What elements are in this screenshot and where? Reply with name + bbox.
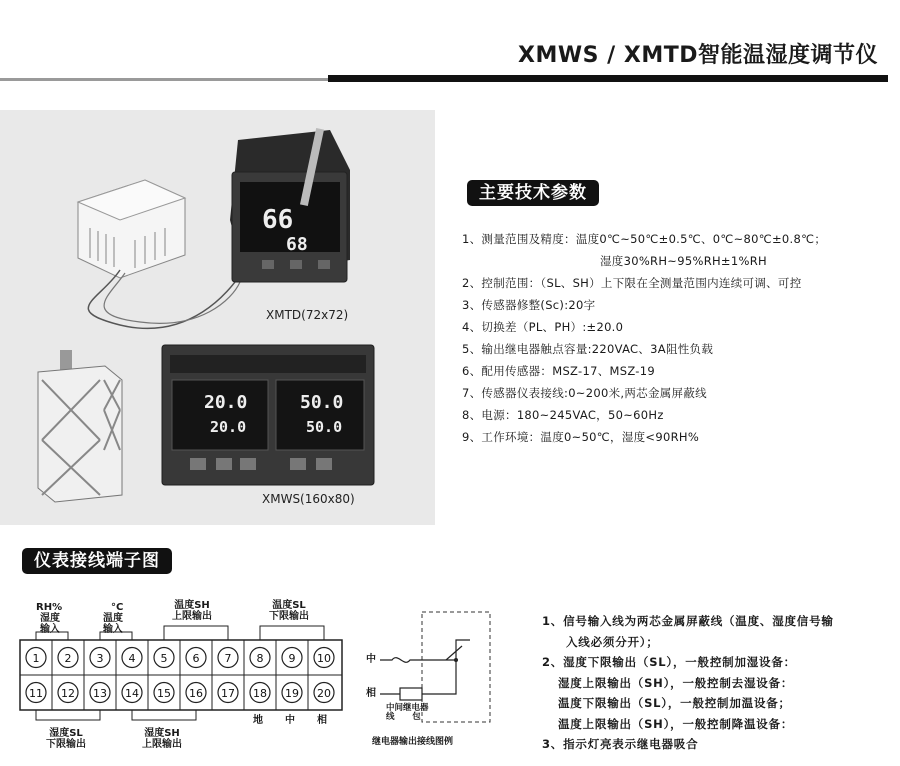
xmtd-display-top: 66 [262, 205, 294, 235]
xmtd-display-bottom: 68 [286, 234, 308, 255]
spec-line: 6、配用传感器：MSZ-17、MSZ-19 [462, 364, 655, 378]
xmws-display-right-bottom: 50.0 [306, 418, 343, 436]
spec-line: 7、传感器仪表接线:0~200米,两芯金属屏蔽线 [462, 386, 707, 400]
terminal-12: 12 [61, 687, 75, 700]
note-line: 湿度上限输出（SH），一般控制去湿设备： [558, 675, 794, 690]
terminal-18: 18 [253, 687, 267, 700]
specs-heading: 主要技术参数 [467, 180, 599, 206]
label-temp-sh: 温度SH 上限输出 [172, 600, 212, 622]
spec-line: 8、电源：180~245VAC，50~60Hz [462, 408, 664, 422]
terminal-20: 20 [317, 687, 331, 700]
spec-line: 9、工作环境：温度0~50℃，湿度<90RH% [462, 430, 700, 444]
terminal-13: 13 [93, 687, 107, 700]
terminal-diagram [0, 590, 360, 760]
terminal-5: 5 [160, 652, 168, 665]
label-hum-sh: 湿度SH 上限输出 [142, 728, 182, 750]
spec-line: 3、传感器修整(Sc):20字 [462, 298, 596, 312]
relay-pack-label: 中间继电器 线 包 [386, 703, 429, 722]
xmtd-meter [230, 128, 350, 282]
spec-line: 4、切换差（PL、PH）:±20.0 [462, 320, 624, 334]
xmws-meter [162, 345, 374, 485]
label-celsius: °C [111, 602, 124, 613]
wiring-heading: 仪表接线端子图 [22, 548, 172, 574]
relay-label-neutral: 中 [366, 654, 376, 665]
terminal-17: 17 [221, 687, 235, 700]
header-rule-thin [0, 78, 328, 81]
note-line: 温度上限输出（SH），一般控制降温设备： [558, 716, 794, 731]
spec-line: 2、控制范围：（SL、SH）上下限在全测量范围内连续可调、可控 [462, 276, 802, 290]
terminal-9: 9 [288, 652, 296, 665]
specs-list [462, 228, 892, 448]
label-humidity-input: 湿度 输入 [40, 613, 60, 635]
terminal-15: 15 [157, 687, 171, 700]
terminal-6: 6 [192, 652, 200, 665]
label-temp-sl: 温度SL 下限输出 [269, 600, 309, 622]
terminal-14: 14 [125, 687, 139, 700]
terminal-7: 7 [224, 652, 232, 665]
humidity-sensor-cage [38, 350, 122, 502]
xmtd-caption: XMTD(72x72) [266, 308, 349, 322]
relay-diagram [362, 600, 502, 760]
page-title: XMWS / XMTD智能温湿度调节仪 [518, 43, 878, 68]
label-neutral: 中 [285, 715, 295, 726]
terminal-3: 3 [96, 652, 104, 665]
label-ground: 地 [253, 715, 263, 726]
spec-line: 5、输出继电器触点容量:220VAC、3A阻性负载 [462, 342, 714, 356]
label-rh: RH% [36, 602, 63, 613]
spec-line: 湿度30%RH~95%RH±1%RH [600, 254, 767, 268]
xmws-display-left-top: 20.0 [204, 392, 248, 413]
product-photo-panel [0, 110, 435, 525]
header-rule-thick [328, 75, 888, 82]
xmws-display-right-top: 50.0 [300, 392, 344, 413]
relay-label-phase: 相 [366, 688, 376, 699]
note-line: 3、指示灯亮表示继电器吸合 [542, 737, 699, 751]
terminal-16: 16 [189, 687, 203, 700]
wiring-notes [542, 611, 892, 755]
product-photos [0, 110, 435, 525]
note-line: 1、信号输入线为两芯金属屏蔽线（温度、湿度信号输 [542, 614, 834, 628]
spec-line: 1、测量范围及精度：温度0℃~50℃±0.5℃、0℃~80℃±0.8℃； [462, 232, 827, 246]
note-line: 入线必须分开）； [566, 634, 659, 649]
terminal-19: 19 [285, 687, 299, 700]
humidity-sensor-box [78, 180, 240, 328]
terminal-1: 1 [32, 652, 40, 665]
terminal-10: 10 [317, 652, 331, 665]
label-hum-sl: 湿度SL 下限输出 [46, 728, 86, 750]
label-temp-input: 温度 输入 [103, 613, 123, 635]
relay-caption: 继电器输出接线图例 [372, 737, 454, 747]
xmws-caption: XMWS(160x80) [262, 492, 355, 506]
relay-wiring [362, 600, 502, 760]
terminal-11: 11 [29, 687, 43, 700]
terminal-8: 8 [256, 652, 264, 665]
terminal-2: 2 [64, 652, 72, 665]
label-phase: 相 [317, 715, 327, 726]
note-line: 2、湿度下限输出（SL），一般控制加湿设备： [542, 655, 796, 669]
xmws-display-left-bottom: 20.0 [210, 418, 247, 436]
terminal-4: 4 [128, 652, 136, 665]
note-line: 温度下限输出（SL），一般控制加温设备； [558, 696, 791, 710]
